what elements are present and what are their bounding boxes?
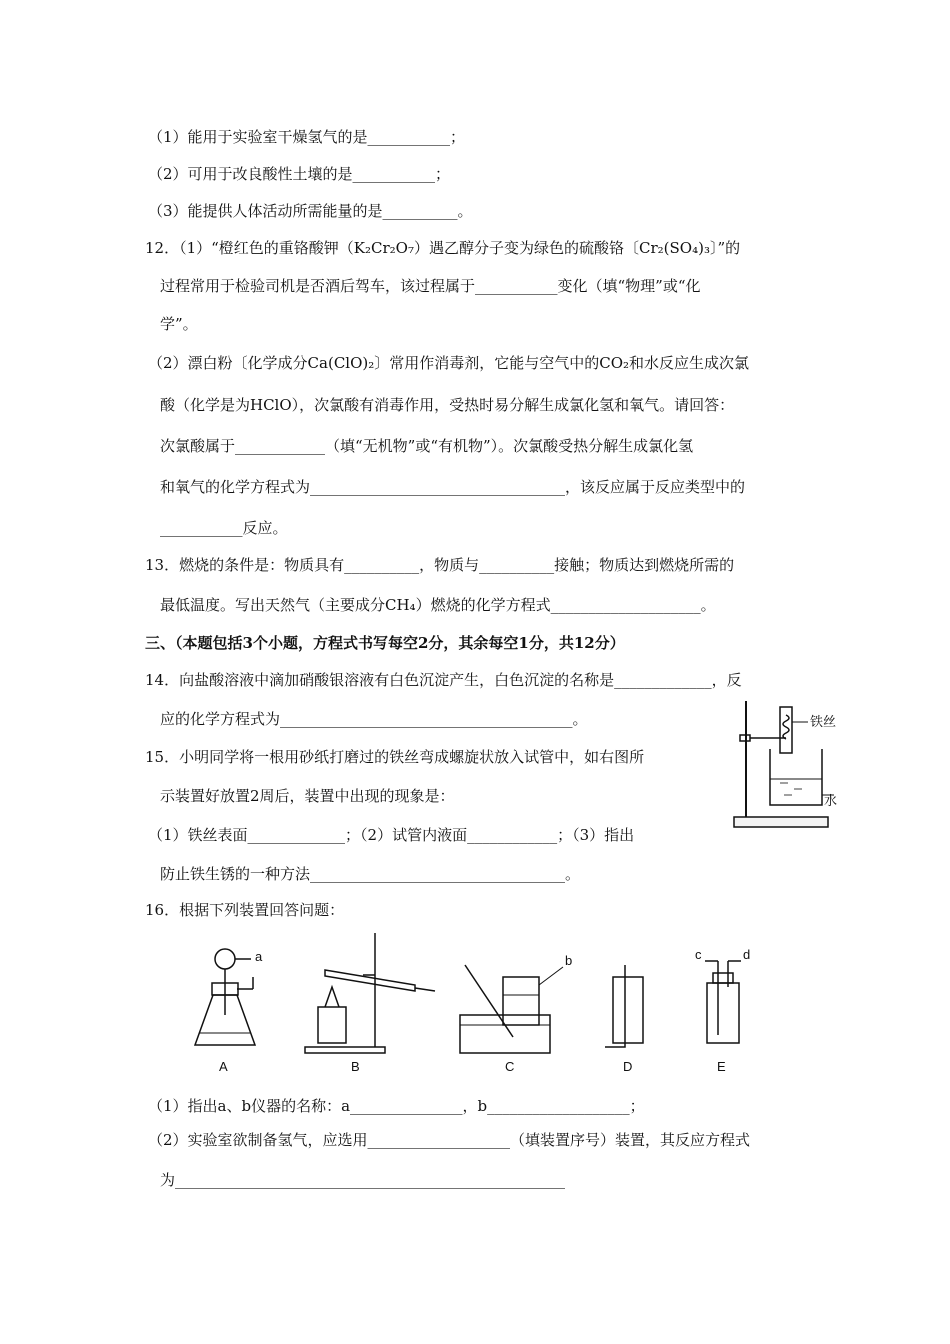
section-3-heading: 三、（本题包括3个小题，方程式书写每空2分，其余每空1分，共12分） xyxy=(145,634,625,652)
q13-line2: 最低温度。写出天然气（主要成分CH₄）燃烧的化学方程式____________________。 xyxy=(160,596,716,614)
q13-line1: 13．燃烧的条件是：物质具有__________，物质与__________接触；物质达到燃烧所需的 xyxy=(145,556,735,574)
q12-part2-line3: 次氯酸属于____________（填“无机物”或“有机物”）。次氯酸受热分解生成氯化氢 xyxy=(160,437,694,455)
q11-part1: （1）能用于实验室干燥氢气的是___________； xyxy=(148,128,466,146)
q14-line2: 应的化学方程式为_______________________________________。 xyxy=(160,710,588,728)
q11-part2: （2）可用于改良酸性土壤的是___________； xyxy=(148,165,451,183)
q11-part3: （3）能提供人体活动所需能量的是__________。 xyxy=(148,202,473,220)
q16-part2-line2: 为____________________________________________________ xyxy=(160,1171,566,1189)
q16-line1: 16．根据下列装置回答问题： xyxy=(145,901,345,919)
label-apparatus-e: E xyxy=(717,1059,726,1074)
lab-apparatus-figure xyxy=(185,925,755,1080)
q12-line3: 学”。 xyxy=(160,315,198,333)
q12-line1: 12．（1）“橙红色的重铬酸钾（K₂Cr₂O₇）遇乙醇分子变为绿色的硫酸铬〔Cr₂(SO₄)₃〕”的 xyxy=(145,239,741,257)
q16-part2-line1: （2）实验室欲制备氢气，应选用___________________（填装置序号）装置，其反应方程式 xyxy=(148,1131,751,1149)
label-part-d: d xyxy=(743,947,751,962)
q15-line1: 15．小明同学将一根用砂纸打磨过的铁丝弯成螺旋状放入试管中，如右图所 xyxy=(145,748,645,766)
q16-part1: （1）指出a、b仪器的名称：a_______________，b___________________； xyxy=(148,1097,645,1115)
label-apparatus-b: B xyxy=(351,1059,360,1074)
label-apparatus-a: A xyxy=(219,1059,228,1074)
label-part-c: c xyxy=(695,947,702,962)
q12-part2-line4: 和氧气的化学方程式为__________________________________，该反应属于反应类型中的 xyxy=(160,478,746,496)
label-iron-wire: 铁丝 xyxy=(810,714,837,729)
label-water: 水 xyxy=(824,793,838,808)
label-apparatus-c: C xyxy=(505,1059,515,1074)
q12-part2-line1: （2）漂白粉〔化学成分Ca(ClO)₂〕常用作消毒剂，它能与空气中的CO₂和水反应生成次氯 xyxy=(148,354,750,372)
q15-line3: （1）铁丝表面_____________；（2）试管内液面____________；（3）指出 xyxy=(148,826,635,844)
label-part-a: a xyxy=(255,949,263,964)
label-part-b: b xyxy=(565,953,573,968)
q15-line2: 示装置好放置2周后，装置中出现的现象是： xyxy=(160,787,455,805)
q12-line2: 过程常用于检验司机是否酒后驾车，该过程属于___________变化（填“物理”或“化 xyxy=(160,277,701,295)
q14-line1: 14．向盐酸溶液中滴加硝酸银溶液有白色沉淀产生，白色沉淀的名称是_____________，反 xyxy=(145,671,742,689)
label-apparatus-d: D xyxy=(623,1059,633,1074)
q15-line4: 防止铁生锈的一种方法__________________________________。 xyxy=(160,865,581,883)
q12-part2-line5: ___________反应。 xyxy=(160,519,288,537)
iron-rust-figure xyxy=(730,695,840,835)
q12-part2-line2: 酸（化学是为HClO），次氯酸有消毒作用，受热时易分解生成氯化氢和氧气。请回答： xyxy=(160,396,735,414)
